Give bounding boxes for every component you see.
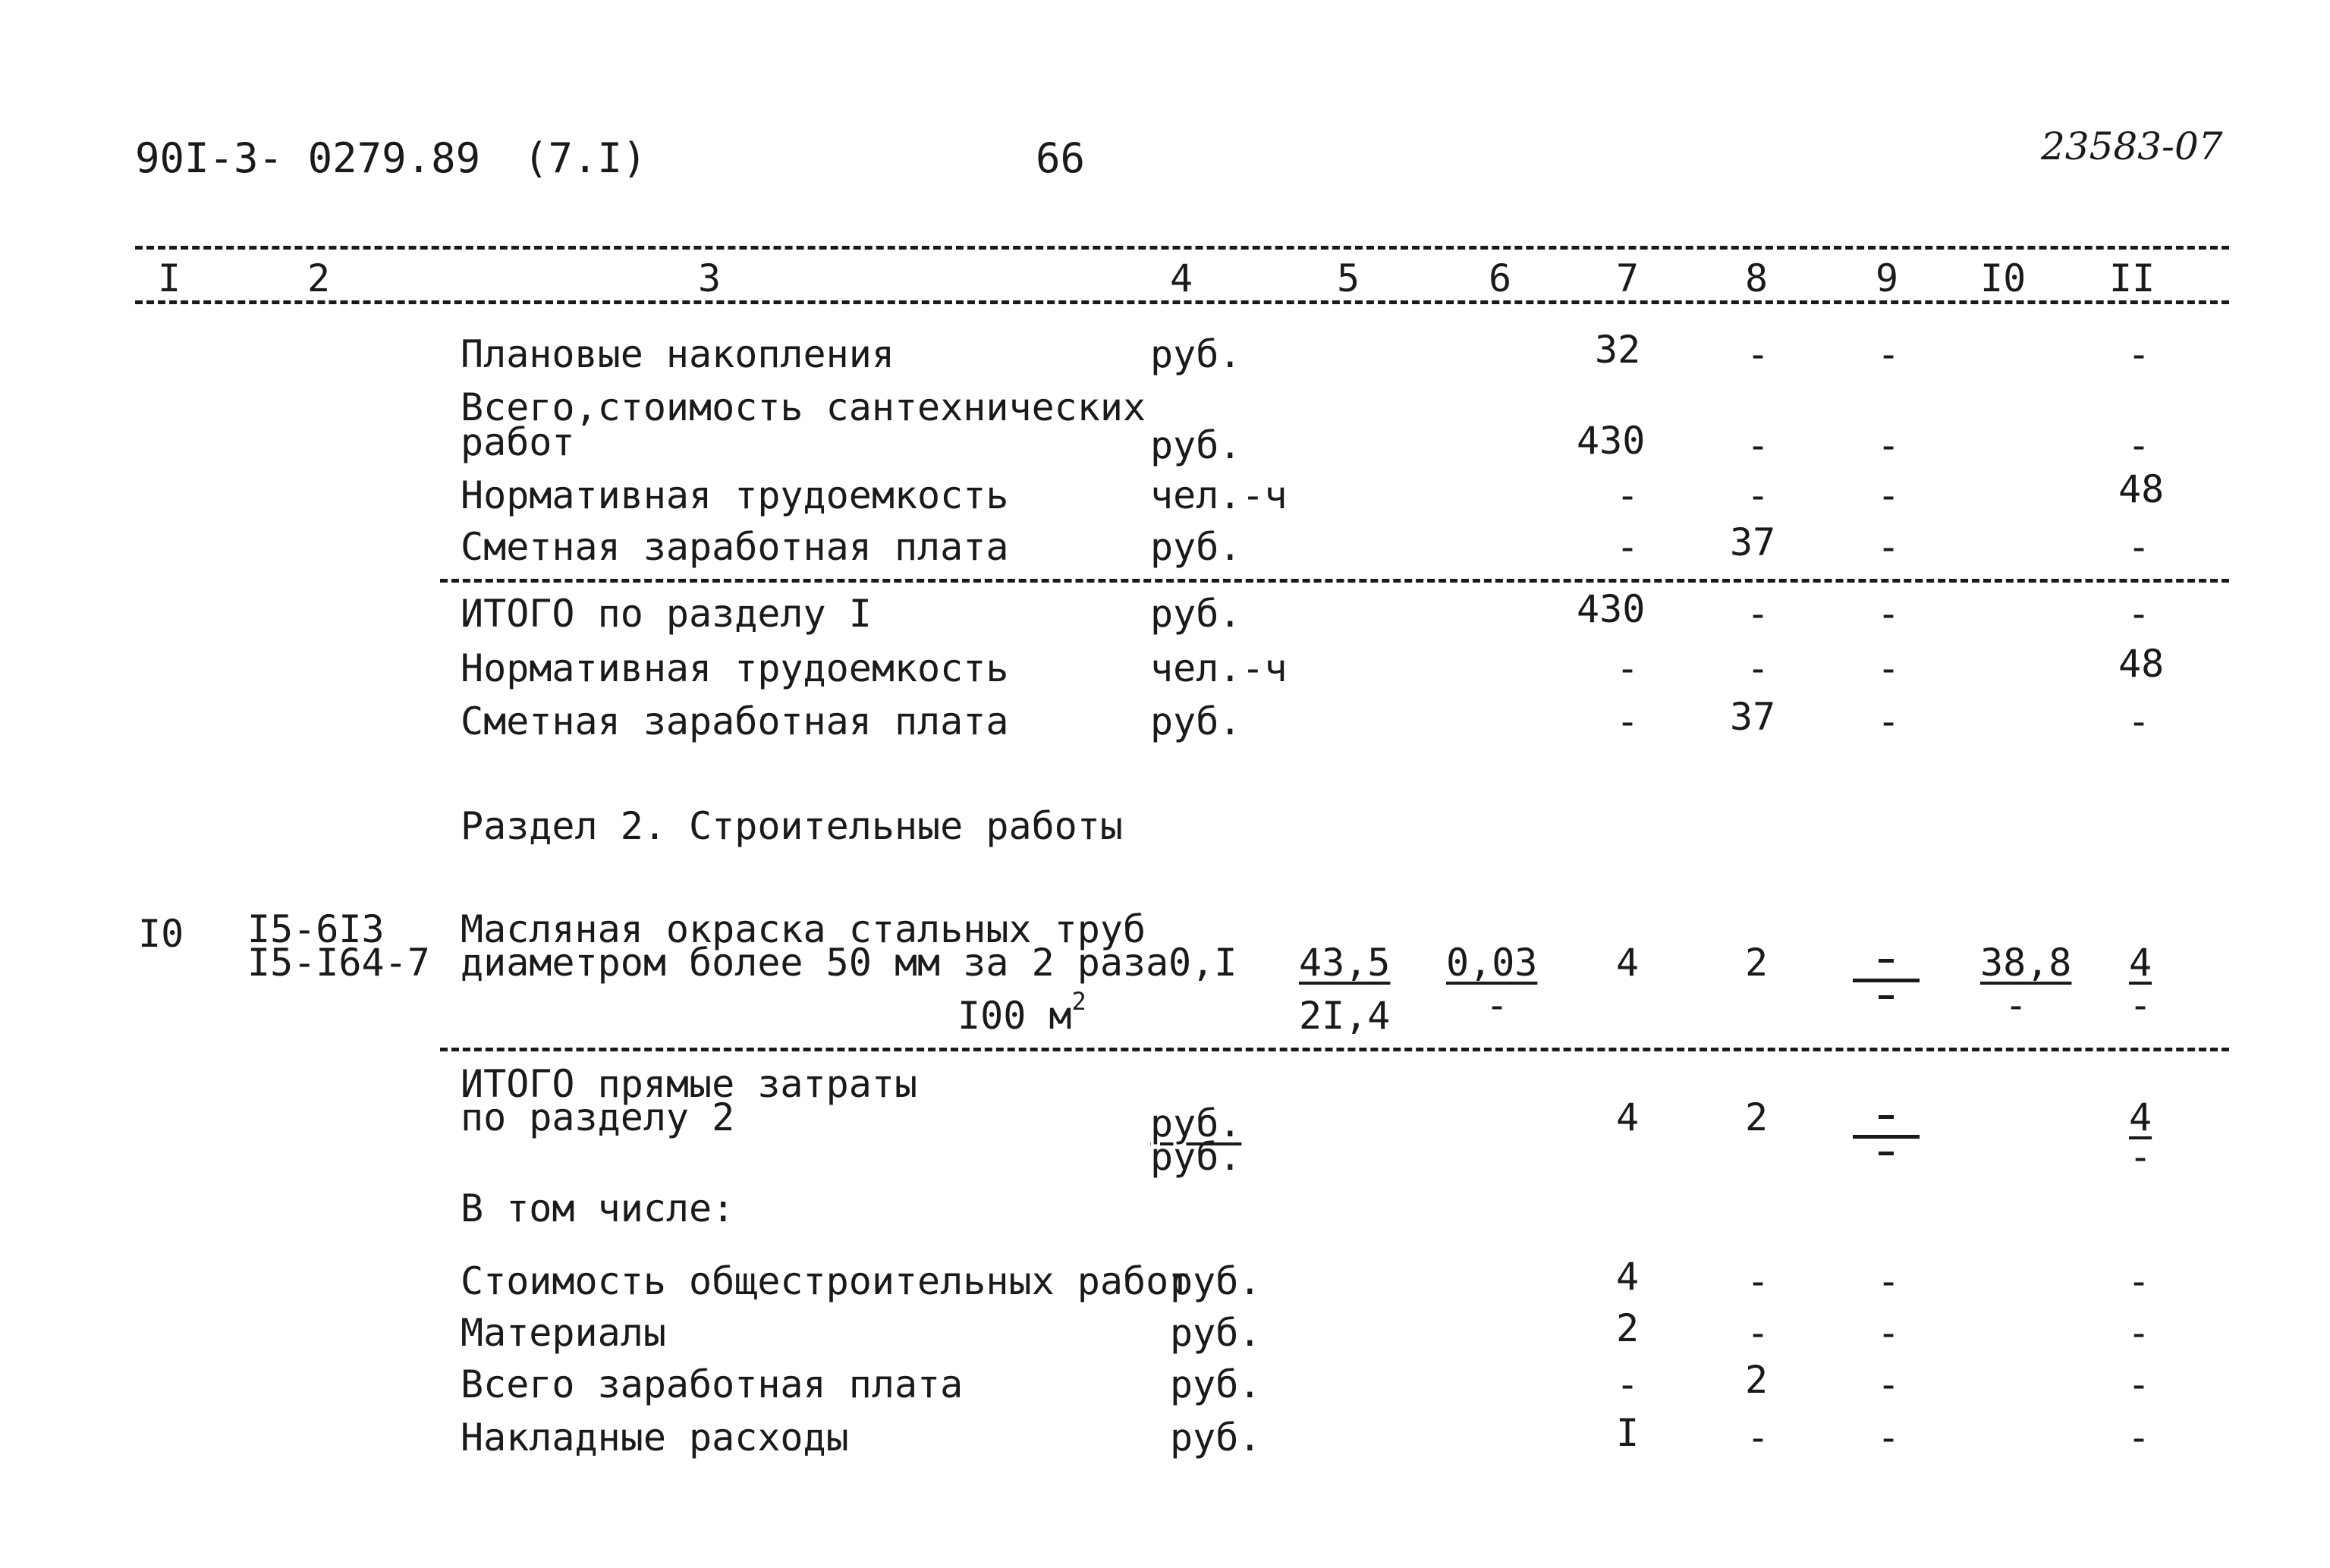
row-general-works-unit: руб. — [1170, 1259, 1262, 1303]
row-overhead-unit: руб. — [1170, 1416, 1262, 1460]
row10-unit-superscript: 2 — [1071, 987, 1086, 1016]
row-section2-total-c11-bottom: - — [2129, 1135, 2152, 1179]
row-total-wages-unit: руб. — [1170, 1362, 1262, 1406]
row-materials-c7: 2 — [1616, 1306, 1640, 1350]
row10-name-2: диаметром более 50 мм за 2 раза — [461, 941, 1169, 985]
row-planned-savings-unit: руб. — [1150, 332, 1242, 376]
row-general-works-c9: - — [1877, 1259, 1901, 1303]
row10-name-1: Масляная окраска стальных труб — [461, 907, 1146, 951]
row-section1-wages-unit: руб. — [1150, 699, 1242, 743]
row-wages-c7: - — [1616, 525, 1640, 569]
table-top-rule — [135, 246, 2229, 250]
col-header-6: 6 — [1489, 256, 1512, 300]
row10-c10-bottom: - — [2005, 983, 2028, 1027]
row-section1-wages-c8: 37 — [1730, 695, 1776, 739]
row-materials-c11: - — [2127, 1311, 2151, 1355]
row-wages-c11: - — [2127, 525, 2151, 569]
row-section1-total-c8: - — [1747, 592, 1770, 636]
row10-c5-top: 43,5 — [1299, 941, 1391, 985]
row-overhead-name: Накладные расходы — [461, 1416, 849, 1460]
row-overhead-c7: I — [1616, 1411, 1640, 1455]
row-general-works-c11: - — [2127, 1259, 2151, 1303]
row-materials-name: Материалы — [461, 1311, 666, 1355]
row-wages-name: Сметная заработная плата — [461, 525, 1009, 569]
row-section1-labor-c8: - — [1747, 646, 1770, 690]
row-planned-savings-c8: - — [1747, 332, 1770, 376]
row-section1-total-c7: 430 — [1577, 587, 1646, 631]
inventory-number: 23583-07 — [2041, 124, 2223, 168]
row-materials-unit: руб. — [1170, 1311, 1262, 1355]
col-header-2: 2 — [307, 256, 331, 300]
row-section1-wages-c11: - — [2127, 699, 2151, 743]
row-total-wages-c9: - — [1877, 1362, 1901, 1406]
row10-c8: 2 — [1745, 941, 1769, 985]
row-section1-labor-c9: - — [1877, 646, 1901, 690]
row10-c4: 0,I — [1168, 941, 1237, 985]
section-code: (7.I) — [524, 134, 647, 182]
row-section1-wages-c7: - — [1616, 699, 1640, 743]
row-section1-labor-c11: 48 — [2118, 642, 2165, 686]
row-total-wages-c11: - — [2127, 1362, 2151, 1406]
page-number: 66 — [1036, 134, 1086, 182]
row-plumbing-total-c8: - — [1747, 423, 1770, 467]
col-header-5: 5 — [1337, 256, 1360, 300]
row-section1-labor-name: Нормативная трудоемкость — [461, 646, 1009, 690]
section1-total-rule — [440, 579, 2229, 583]
row-section2-total-name-2: по разделу 2 — [461, 1095, 735, 1139]
row-section1-total-name: ИТОГО по разделу I — [461, 592, 872, 636]
row10-number: I0 — [138, 912, 184, 956]
row-total-wages-c7: - — [1616, 1362, 1640, 1406]
row-section2-total-unit-bottom: руб. — [1150, 1135, 1242, 1179]
row-section1-labor-unit: чел.-ч — [1150, 646, 1288, 690]
row-planned-savings-name: Плановые накопления — [461, 332, 895, 376]
row-plumbing-total-name-1: Всего,стоимость сантехнических — [461, 385, 1146, 429]
document-code: 90I-3- 0279.89 — [135, 134, 481, 182]
row-section2-total-c11-top: 4 — [2129, 1095, 2152, 1139]
row-plumbing-total-c7: 430 — [1577, 419, 1646, 463]
row-labor-intensity-c8: - — [1747, 473, 1770, 517]
row10-c5-bottom: 2I,4 — [1299, 994, 1391, 1038]
row-general-works-name: Стоимость общестроительных работ — [461, 1259, 1192, 1303]
row-plumbing-total-c9: - — [1877, 423, 1901, 467]
row-planned-savings-c9: - — [1877, 332, 1901, 376]
row-planned-savings-c11: - — [2127, 332, 2151, 376]
row-labor-intensity-unit: чел.-ч — [1150, 473, 1288, 517]
row-wages-unit: руб. — [1150, 525, 1242, 569]
row-total-wages-c8: 2 — [1745, 1358, 1769, 1402]
row-section2-total-name-1: ИТОГО прямые затраты — [461, 1062, 918, 1106]
col-header-4: 4 — [1170, 256, 1193, 300]
row-overhead-c11: - — [2127, 1416, 2151, 1460]
row-labor-intensity-c9: - — [1877, 473, 1901, 517]
row10-c7: 4 — [1616, 941, 1640, 985]
row-labor-intensity-name: Нормативная трудоемкость — [461, 473, 1009, 517]
row-materials-c9: - — [1877, 1311, 1901, 1355]
row10-c11-bottom: - — [2129, 983, 2152, 1027]
header-bottom-rule — [135, 300, 2229, 304]
row-general-works-c7: 4 — [1616, 1255, 1640, 1299]
col-header-10: I0 — [1980, 256, 2027, 300]
section2-total-rule — [440, 1048, 2229, 1051]
col-header-8: 8 — [1745, 256, 1769, 300]
row-general-works-c8: - — [1747, 1259, 1770, 1303]
row10-c6-bottom: - — [1486, 983, 1509, 1027]
row-planned-savings-c7: 32 — [1595, 328, 1641, 372]
row10-unit-text: I00 м — [957, 994, 1072, 1038]
row-plumbing-total-name-2: работ — [461, 420, 575, 464]
row-overhead-c8: - — [1747, 1416, 1770, 1460]
including-label: В том числе: — [461, 1186, 735, 1230]
row-wages-c9: - — [1877, 525, 1901, 569]
row10-code-2: I5-I64-7 — [247, 941, 430, 985]
row-total-wages-name: Всего заработная плата — [461, 1362, 964, 1406]
row10-code-1: I5-6I3 — [247, 907, 385, 951]
row-wages-c8: 37 — [1730, 520, 1776, 564]
row-overhead-c9: - — [1877, 1416, 1901, 1460]
row-section1-wages-c9: - — [1877, 699, 1901, 743]
row-materials-c8: - — [1747, 1311, 1770, 1355]
row-plumbing-total-c11: - — [2127, 423, 2151, 467]
row10-c6-top: 0,03 — [1446, 941, 1538, 985]
row-section1-labor-c7: - — [1616, 646, 1640, 690]
row-labor-intensity-c7: - — [1616, 473, 1640, 517]
col-header-7: 7 — [1616, 256, 1640, 300]
row10-unit — [957, 987, 1086, 1038]
row-section2-total-unit-top: руб. — [1150, 1101, 1242, 1145]
col-header-11: II — [2109, 256, 2155, 300]
col-header-3: 3 — [698, 256, 722, 300]
col-header-1: I — [158, 256, 181, 300]
row-section1-wages-name: Сметная заработная плата — [461, 699, 1009, 743]
row-labor-intensity-c11: 48 — [2118, 467, 2165, 511]
row-section1-total-unit: руб. — [1150, 592, 1242, 636]
row-plumbing-total-unit: руб. — [1150, 423, 1242, 467]
col-header-9: 9 — [1876, 256, 1899, 300]
row10-c10-top: 38,8 — [1980, 941, 2072, 985]
row-section2-total-c8: 2 — [1745, 1095, 1769, 1139]
row-section1-total-c9: - — [1877, 592, 1901, 636]
section2-heading: Раздел 2. Строительные работы — [461, 804, 1123, 848]
row-section2-total-c7: 4 — [1616, 1095, 1640, 1139]
row-section1-total-c11: - — [2127, 592, 2151, 636]
row10-c11-top: 4 — [2129, 941, 2152, 985]
